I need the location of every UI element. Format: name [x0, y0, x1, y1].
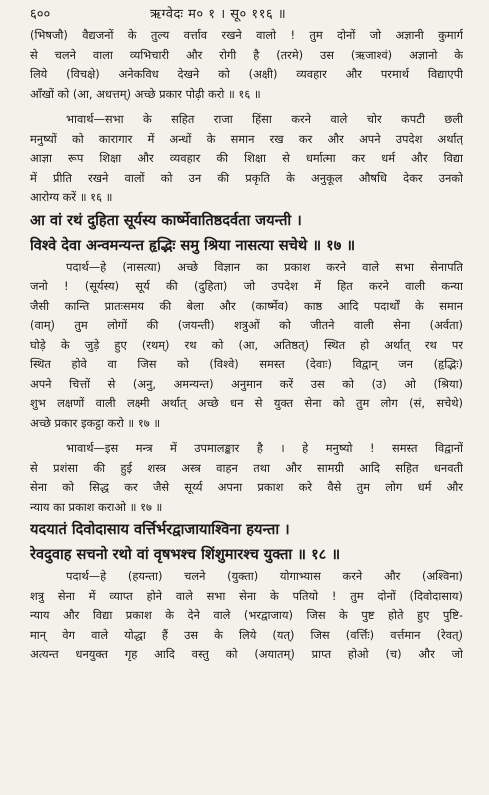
padartha-line: शुभ लक्षणों वाली लक्ष्मी अर्थात् अच्छे धन से युक्त सेना को तुम लोग (सं, सचेथे) — [30, 396, 463, 410]
meaning-line: मनुष्यों को कारागार में अन्धों के समान रख कर और अपने उपदेश अर्थात् — [30, 131, 463, 146]
mantra-line: रेवदुवाह सचनो रथो वां वृषभश्च शिंशुमारश्च युक्ता ॥ १८ ॥ — [30, 546, 341, 563]
meaning-line: से प्रशंसा की हुई शस्त्र अस्त्र वाहन तथा और सामग्री आदि सहित धनवती — [30, 460, 463, 475]
page-number: ६०० — [30, 7, 51, 22]
meaning-line: न्याय का प्रकाश कराओ ॥ १७ ॥ — [30, 499, 163, 514]
padartha-line: (वाम्) तुम लोगों की (जयन्ती) शत्रुओं को जीतने वाली सेना (अर्वता) — [30, 318, 463, 332]
padartha-line: जैसी कान्ति प्रातःसमय की बेला और (कार्ष्मेव) काष्ठ आदि पदार्थों के समान — [30, 298, 463, 313]
running-head: ऋग्वेदः म० १ । सू० ११६ ॥ — [150, 7, 287, 22]
padartha-line: अत्यन्त धनयुक्त गृह आदि वस्तु को (अयातम्) प्राप्त होओ (च) और जो — [30, 647, 463, 661]
meaning-line: भावार्थ—इस मन्त्र में उपमालङ्कार है । हे मनुष्यो ! समस्त विद्वानों — [66, 441, 463, 455]
text-line: (भिषजौ) वैद्यजनों के तुल्य वर्त्ताव रखने वालो ! तुम दोनों जो अज्ञानी कुमार्ग — [30, 28, 463, 42]
meaning-line: में प्रीति रखने वालों को उन की प्रकृति के अनुकूल औषधि देकर उनको — [30, 170, 463, 185]
text-line: आँखों को (आ, अधत्तम्) अच्छे प्रकार पोढ़ी करो ॥ १६ ॥ — [30, 86, 261, 101]
padartha-line: घोड़े के जुड़े हुए (रथम्) रथ को (आ, अतिष्ठत्) स्थित हो अर्थात् रथ पर — [30, 337, 463, 352]
meaning-line: आज्ञा रूप शिक्षा और व्यवहार की शिक्षा से धर्मात्मा कर धर्म और विद्या — [30, 151, 463, 165]
mantra-line: आ वां रथं दुहिता सूर्यस्य कार्ष्मेवातिष्ठदर्वता जयन्ती । — [30, 211, 302, 229]
mantra-line: यदयातं दिवोदासाय वर्त्तिर्भरद्वाजायाश्विना हयन्ता । — [30, 521, 290, 538]
meaning-line: आरोग्य करें ॥ १६ ॥ — [30, 190, 113, 204]
padartha-line: पदार्थ—हे (नासत्या) अच्छे विज्ञान का प्रकाश करने वाले सभा सेनापति — [66, 259, 463, 274]
text-line: लिये (विचक्षे) अनेकविध देखने को (अक्षी) व्यवहार और परमार्थ विद्याएपी — [30, 67, 463, 81]
padartha-line: न्याय और विद्या प्रकाश के देने वाले (भरद्वाजाय) जिस के पुष्ट होते हुए पुष्टि- — [30, 608, 463, 622]
padartha-line: जनो ! (सूर्यस्य) सूर्य की (दुहिता) जो उपदेश में हित करने वाली कन्या — [30, 279, 463, 293]
padartha-line: अपने चित्तों से (अनु, अमन्यन्त) अनुमान करें उस को (उ) ओ (श्रिया) — [30, 376, 463, 391]
padartha-line: मान् वेग वाले योद्धा हैं उस के लिये (यत्) जिस (वर्त्तिः) वर्त्तमान (रेवत्) — [30, 627, 463, 642]
meaning-line: सेना को सिद्ध कर जैसे सूर्य्य अपना प्रकाश करे वैसे तुम लोग धर्म और — [30, 480, 463, 494]
meaning-line: भावार्थ—सभा के सहित राजा हिंसा करने वाले चोर कपटी छली — [66, 112, 463, 126]
padartha-line: अच्छे प्रकार इकट्ठा करो ॥ १७ ॥ — [30, 415, 161, 430]
padartha-line: शत्रु सेना में व्याप्त होने वाले सभा सेना के पतियो ! तुम दोनों (दिवोदासाय) — [30, 588, 463, 603]
padartha-line: पदार्थ—हे (हयन्ता) चलने (युक्ता) योगाभ्यास करने और (अश्विना) — [66, 569, 463, 583]
page-header — [30, 4, 463, 26]
mantra-line: विश्वे देवा अन्वमन्यन्त हृद्भिः समु श्रिया नासत्या सचेथे ॥ १७ ॥ — [30, 236, 356, 254]
text-line: से चलने वाला व्यभिचारी और रोगी है (तरमे) उस (ऋजाश्वं) अज्ञानो के — [30, 47, 463, 62]
padartha-line: स्थित होवे वा जिस को (विश्वे) समस्त (देवाः) विद्वान् जन (हृद्भिः) — [30, 357, 463, 371]
